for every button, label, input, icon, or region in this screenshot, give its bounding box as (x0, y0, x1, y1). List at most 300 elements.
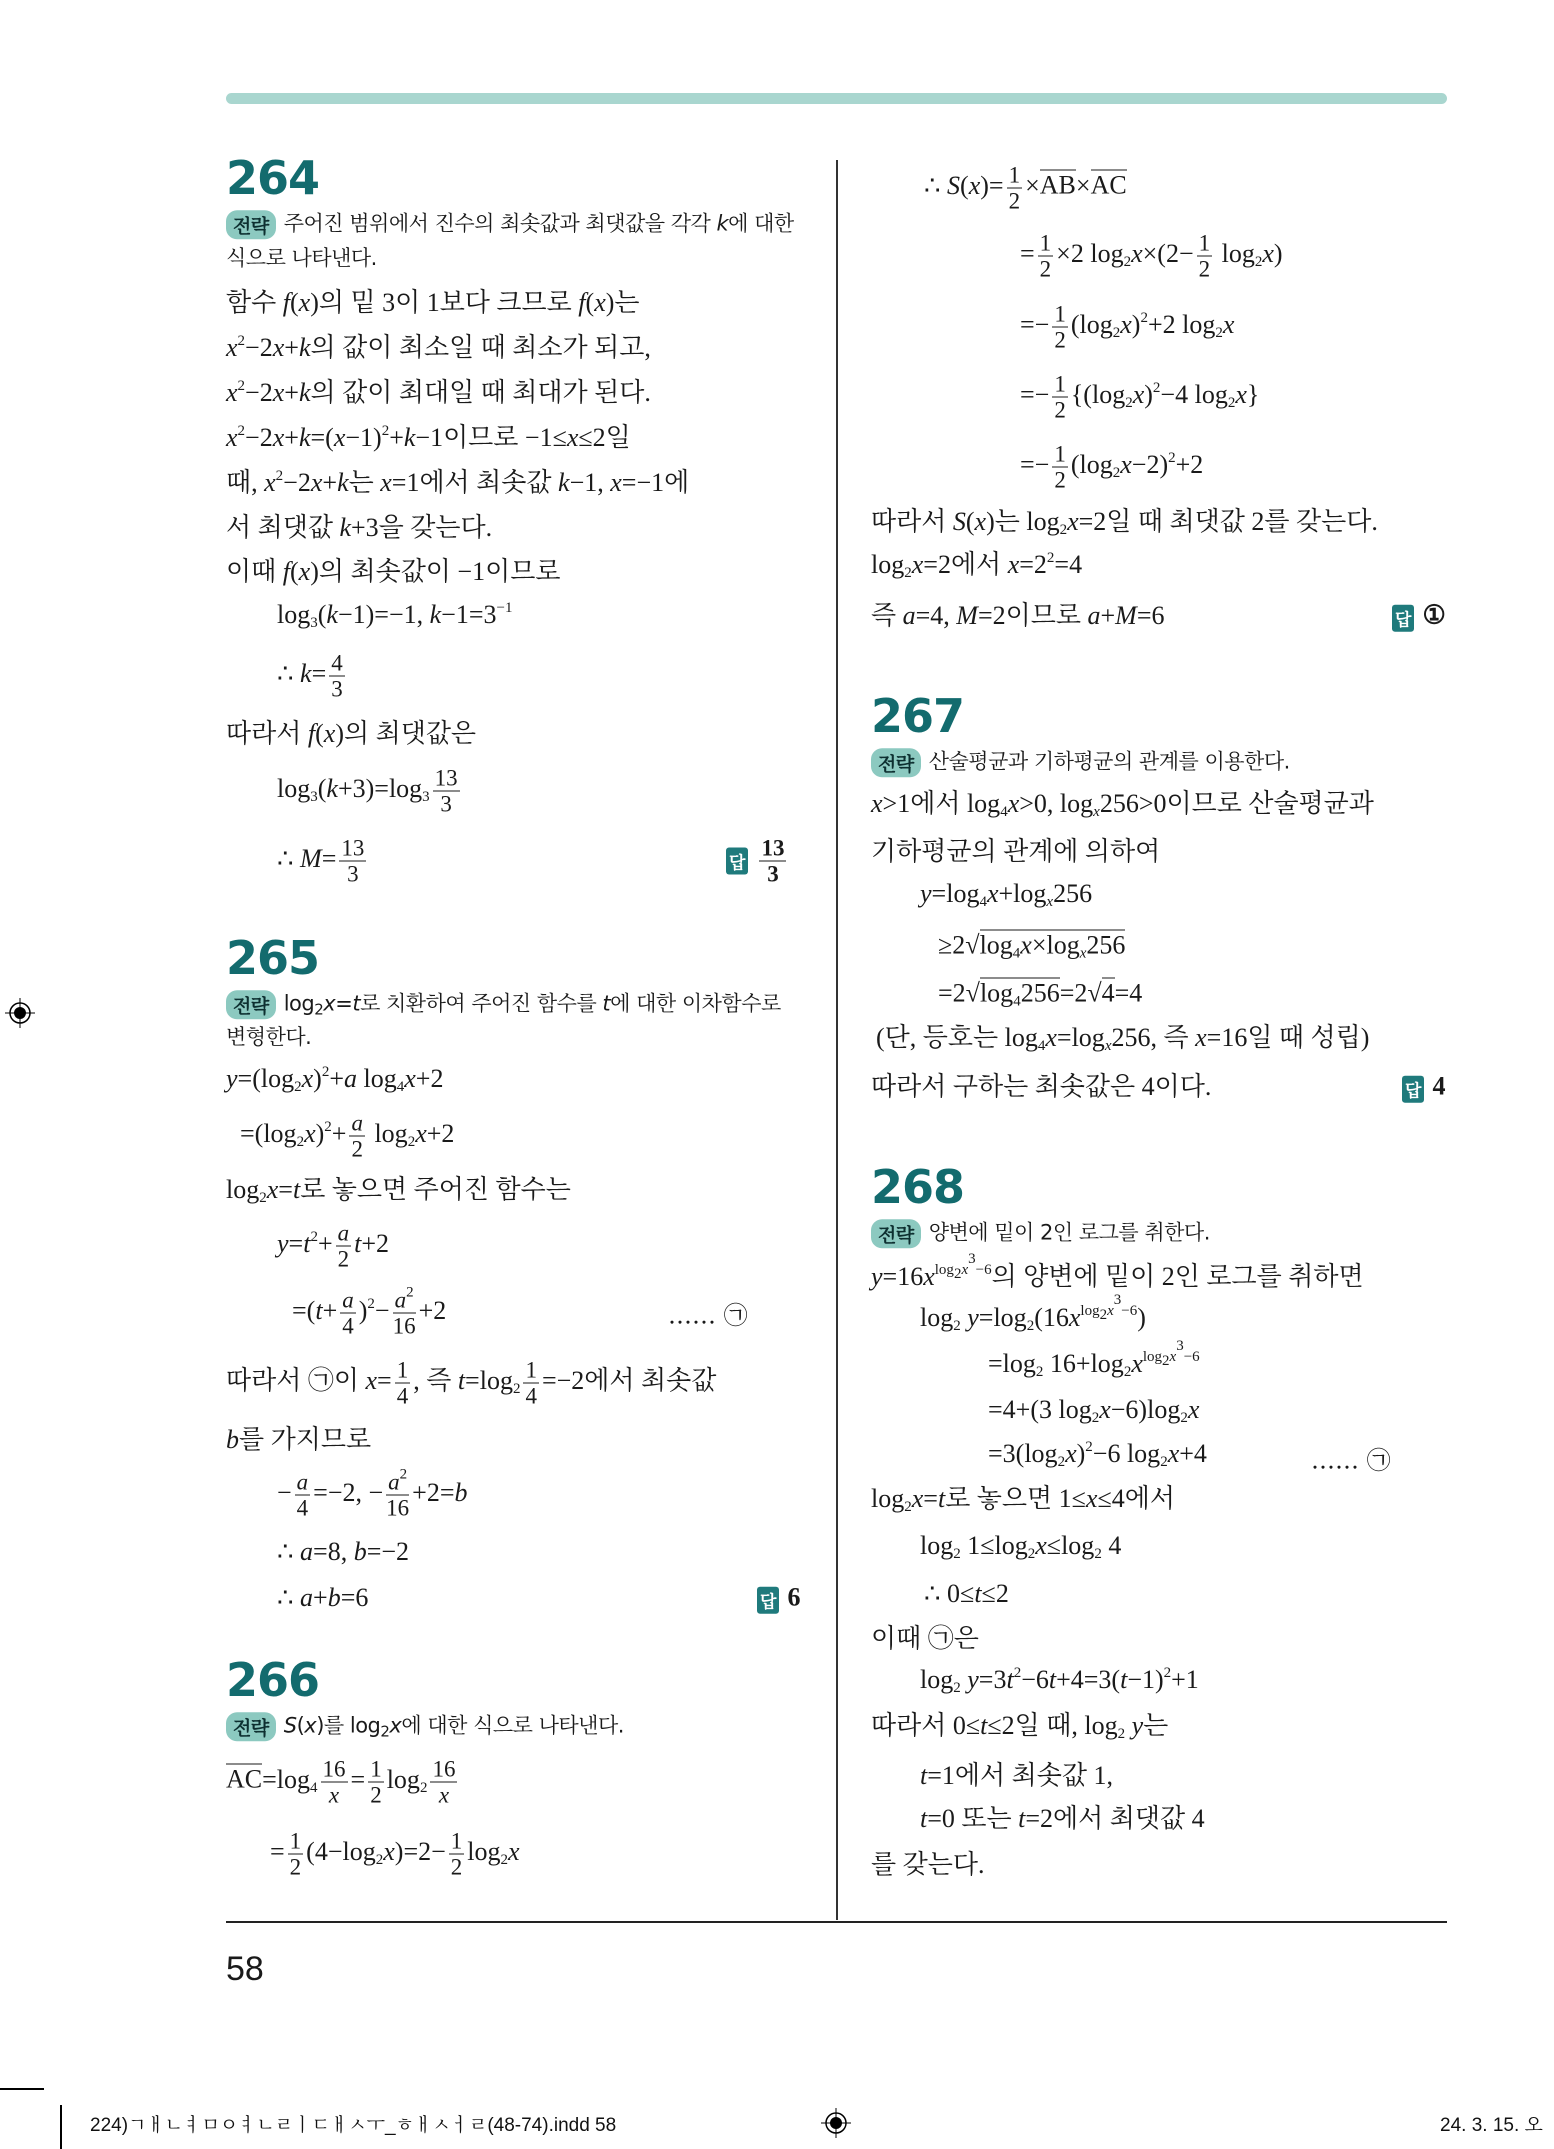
math-variable: k (326, 600, 338, 629)
math-variable: t (315, 1295, 323, 1325)
superscript: 2 (399, 1466, 408, 1483)
math-variable: k (298, 378, 311, 407)
subscript (1093, 804, 1100, 820)
numerator: 16 (322, 1756, 346, 1782)
math-variable: x (1187, 1395, 1200, 1424)
numerator: 1 (450, 1828, 463, 1854)
subscript: 2 (380, 1722, 390, 1741)
numerator: 13 (434, 765, 458, 791)
math-variable: b (353, 1537, 367, 1566)
math-variable: f (307, 719, 316, 748)
solution-line: =− $\frac{1}{2}$ $(\log_2x)^2+2$ $\log_2x$ (1020, 301, 1235, 353)
column-divider (836, 160, 838, 1920)
solution-line: $=2√\log_4256=2√4=4$ (938, 978, 1143, 1010)
fraction (395, 1358, 411, 1409)
solution-line: =(t+ $\frac{a}{4}$ )$^2$− $\frac{a^2}{16}$ +2 (292, 1284, 447, 1339)
math-variable: x (1167, 1439, 1180, 1468)
answer-value: 6 (787, 1582, 801, 1612)
numerator: 1 (1054, 301, 1066, 327)
numerator: 1 (1054, 441, 1066, 467)
math-variable: k (558, 468, 570, 497)
math-variable: t (920, 1804, 928, 1833)
superscript: 2 (310, 1228, 318, 1245)
solution-line: 함수 f(x)의 밑 3이 1보다 크므로 f(x)는 (226, 288, 640, 317)
answer-badge: 답 (757, 1586, 779, 1613)
fraction (329, 651, 345, 702)
subscript: 2 (1057, 1454, 1066, 1470)
solution-line: 서 최댓값 k+3을 갖는다. (226, 513, 493, 542)
solution-line: 따라서 0≤t≤2일 때, $\log_2 y$는 (871, 1711, 1169, 1742)
subscript: 4 (310, 1779, 318, 1796)
fraction (288, 1829, 304, 1880)
strategy-badge: 전략 (871, 1219, 921, 1248)
numerator: 1 (525, 1357, 537, 1383)
subscript: 2 (1059, 522, 1068, 538)
numerator: 1 (1039, 230, 1052, 256)
subscript: 4 (1000, 804, 1008, 820)
math-variable: x (1007, 789, 1020, 818)
math-variable: f (282, 557, 290, 586)
footer-date: 24. 3. 15. 오 (1440, 2115, 1543, 2136)
superscript: 2 (237, 378, 246, 394)
math-variable: x (226, 333, 238, 362)
solution-line: $=(\log_2x)^2+$ $\frac{a}{2}$ $\log_2x+2$ (240, 1110, 455, 1162)
superscript: 3 (1113, 1292, 1122, 1308)
solution-line: =− $\frac{1}{2}$ {$(\log_2x)^2-4$ $\log_2x$} (1020, 371, 1260, 423)
strategy-text: 주어진 범위에서 진수의 최솟값과 최댓값을 각각 k에 대한 (283, 211, 794, 236)
solution-line: $x^2-2x+k$의 값이 최대일 때 최대가 된다. (226, 378, 651, 407)
math-variable: x (1169, 1349, 1177, 1365)
math-variable: t (974, 1579, 982, 1608)
math-variable: y (1131, 1711, 1144, 1740)
strategy-badge: 전략 (226, 1712, 276, 1741)
math-variable: x (389, 1713, 402, 1738)
subscript: 2 (500, 1851, 508, 1868)
math-variable: x (272, 333, 285, 362)
solution-line: 따라서 S(x)는 $\log_2x=2$일 때 최댓값 2를 갖는다. (871, 507, 1378, 538)
subscript: 2 (296, 1133, 305, 1150)
math-variable: k (716, 211, 729, 236)
subscript: 4 (396, 1079, 405, 1095)
fraction (523, 1358, 539, 1409)
denominator: 4 (396, 1383, 409, 1409)
solution-line: 따라서 f(x)의 최댓값은 (226, 719, 477, 748)
math-variable: x (968, 170, 981, 200)
numerator: 1 (1198, 230, 1211, 256)
strategy-badge: 전략 (871, 748, 921, 777)
problem-number: 267 (871, 689, 965, 743)
math-variable: S (947, 170, 961, 200)
strategy-line (871, 745, 1290, 777)
solution-line: $y=\log_4x+\log_x256$ (920, 879, 1093, 910)
math-variable: x (380, 468, 392, 497)
math-variable: y (967, 1665, 979, 1694)
solution-line: − $\frac{a}{4}$ =−2, − $\frac{a^2}{16}$ +2=b (277, 1466, 468, 1521)
math-variable: x (365, 1365, 378, 1395)
math-variable: x (1104, 1038, 1112, 1054)
math-variable: a (342, 1287, 354, 1313)
math-variable: b (454, 1477, 468, 1507)
fraction (430, 1757, 457, 1808)
numerator: 1 (289, 1828, 302, 1854)
answer (1392, 601, 1446, 632)
math-variable: x (304, 1118, 316, 1148)
numerator: 1 (370, 1756, 382, 1782)
strategy-text: 산술평균과 기하평균의 관계를 이용한다. (928, 749, 1290, 774)
subscript: 2 (953, 1318, 961, 1334)
numerator: 1 (1054, 371, 1066, 397)
subscript: 2 (1117, 1726, 1126, 1742)
numerator: 4 (331, 650, 343, 676)
subscript: 2 (512, 1380, 521, 1397)
square-root: $\log_4256$ (979, 978, 1060, 1010)
denominator: 2 (1008, 188, 1021, 214)
math-variable: x (383, 1836, 395, 1866)
answer-value (756, 835, 789, 887)
math-variable: t (1048, 1665, 1057, 1694)
math-variable: x (1195, 1023, 1207, 1052)
strategy-text: $\log_2x=t$로 치환하여 주어진 함수를 t에 대한 이차함수로 (283, 991, 781, 1019)
subscript: 2 (1094, 1546, 1102, 1562)
subscript: 4 (1012, 945, 1021, 962)
subscript: 3 (310, 788, 318, 805)
math-variable: x (266, 1175, 279, 1204)
answer-badge: 답 (726, 848, 748, 875)
math-variable: x (594, 288, 606, 317)
subscript: 2 (953, 1546, 961, 1562)
crop-mark (60, 2105, 62, 2149)
math-variable: x (226, 423, 238, 452)
strategy-badge: 전략 (226, 990, 276, 1019)
equation-marker: …… ㉠ (668, 1301, 748, 1330)
fraction (336, 1221, 352, 1272)
subscript: 4 (1013, 993, 1021, 1010)
strategy-text: 양변에 밑이 2인 로그를 취한다. (928, 1220, 1210, 1245)
solution-line: = $\frac{1}{2}$ $(4-\log_2x)=2-$ $\frac{1}{2}$ $\log_2x$ (270, 1828, 520, 1880)
solution-line: t=1에서 최솟값 1, (920, 1761, 1113, 1790)
denominator: 2 (289, 1854, 302, 1880)
header-bar (226, 93, 1447, 104)
math-variable: x (1120, 449, 1132, 479)
subscript: 2 (1215, 324, 1223, 341)
math-variable: k (300, 658, 312, 688)
math-variable: a (1087, 601, 1101, 630)
subscript: 2 (904, 1499, 912, 1515)
math-variable: x (566, 423, 579, 452)
numerator (393, 1284, 416, 1314)
math-variable: a (902, 601, 916, 630)
numerator: 13 (341, 835, 365, 861)
subscript: 2 (407, 1133, 416, 1150)
superscript: 3 (968, 1251, 976, 1267)
registration-mark-icon (821, 2108, 851, 2138)
math-variable: x (961, 1262, 969, 1278)
denominator: 2 (1039, 256, 1052, 282)
solution-line: 를 갖는다. (871, 1850, 985, 1879)
solution-line: 기하평균의 관계에 의하여 (871, 837, 1161, 866)
math-variable: x (1131, 1349, 1143, 1378)
answer-value: 4 (1432, 1071, 1446, 1101)
math-variable: S (952, 507, 966, 536)
problem-number: 265 (226, 931, 320, 985)
superscript: 2 (237, 333, 246, 349)
solution-line: $AC=\log_4$ $\frac{16}{x}$ = $\frac{1}{2}$ $\log_2$ $\frac{16}{x}$ (226, 1756, 456, 1808)
math-variable: k (298, 333, 311, 362)
solution-line: 따라서 ㉠이 x= $\frac{1}{4}$ , 즉 $t=\log_2$ $\frac{1}{4}$ =−2에서 최솟값 (226, 1357, 717, 1409)
math-variable: y (920, 879, 932, 908)
denominator: 4 (525, 1383, 537, 1409)
denominator (439, 1783, 449, 1808)
math-variable: x (298, 557, 311, 586)
fraction (1052, 442, 1068, 493)
subscript: 2 (1125, 394, 1133, 411)
superscript: 2 (1013, 1665, 1022, 1681)
denominator: 16 (386, 1495, 410, 1521)
math-variable: x (1065, 1439, 1077, 1468)
math-variable: x (1085, 1484, 1098, 1513)
answer (1402, 1072, 1445, 1103)
superscript: 2 (367, 1295, 375, 1312)
math-variable: k (326, 773, 338, 803)
solution-line: $\log_2x=t$로 놓으면 1≤x≤4에서 (871, 1484, 1175, 1515)
denominator: 3 (767, 861, 779, 887)
solution-line: $\log_2 1\le\log_2x\le\log_2$ 4 (920, 1531, 1122, 1562)
subscript: 2 (1123, 253, 1132, 270)
bottom-rule (226, 1921, 1447, 1923)
subscript: 2 (1026, 1318, 1035, 1334)
overline-segment: AC (226, 1764, 263, 1794)
numerator: 13 (761, 835, 785, 861)
math-variable: x (323, 991, 336, 1016)
denominator: 3 (347, 861, 359, 887)
solution-line: $\log_2x=t$로 놓으면 주어진 함수는 (226, 1175, 571, 1206)
math-variable: t (1018, 1804, 1026, 1833)
superscript: 2 (1046, 550, 1055, 566)
fraction (1038, 231, 1054, 282)
numerator (295, 1470, 311, 1496)
subscript: 2 (1112, 324, 1121, 341)
subscript: 2 (904, 565, 912, 581)
subscript (1080, 946, 1087, 962)
subscript (1105, 1038, 1112, 1054)
superscript: 2 (237, 423, 246, 439)
square-root: 4 (1101, 978, 1115, 1008)
numerator: 1 (1008, 162, 1021, 188)
math-variable: x (1235, 379, 1247, 409)
fraction (321, 1757, 348, 1808)
math-variable: y (226, 1064, 238, 1093)
strategy-line (226, 207, 794, 239)
math-variable: x (1079, 945, 1087, 962)
math-variable: a (351, 1110, 363, 1136)
solution-line: b를 가지므로 (226, 1425, 372, 1454)
denominator: 4 (296, 1495, 309, 1521)
denominator (329, 1783, 339, 1808)
numerator (336, 1221, 352, 1247)
math-variable: x (508, 1836, 520, 1866)
math-variable: a (344, 1064, 357, 1093)
math-variable: a (394, 1287, 407, 1313)
fraction (340, 1288, 356, 1339)
superscript: 2 (1168, 449, 1176, 466)
fraction (1052, 302, 1068, 353)
math-variable: x (871, 789, 883, 818)
math-variable: x (1093, 804, 1100, 820)
subscript: 2 (1162, 1353, 1170, 1369)
math-variable: M (956, 601, 978, 630)
solution-line: $y=16x^{log_2x^3-6}$의 양변에 밑이 2인 로그를 취하면 (871, 1251, 1364, 1291)
solution-line: $\log_2 y=3t^2-6t+4=3(t-1)^2+1$ (920, 1665, 1199, 1696)
denominator: 3 (440, 791, 452, 817)
solution-line: 이때 ㉠은 (871, 1624, 979, 1653)
superscript: 2 (275, 468, 284, 484)
answer-badge: 답 (1402, 1075, 1424, 1102)
solution-line: t=0 또는 t=2에서 최댓값 4 (920, 1804, 1205, 1833)
math-variable: x (310, 468, 323, 497)
denominator: 2 (370, 1782, 382, 1808)
fraction (1007, 163, 1023, 214)
numerator (349, 1111, 365, 1137)
solution-line: ∴ k= $\frac{4}{3}$ (277, 650, 343, 702)
math-variable: x (1046, 894, 1054, 910)
solution-line: $x^2-2x+k=(x-1)^2+k-1$이므로 −1≤x≤2일 (226, 423, 631, 452)
solution-line: =4+(3 $\log_2x-6)\log_2x$ (988, 1395, 1200, 1426)
superscript: 2 (1152, 379, 1161, 396)
problem-number: 266 (226, 1653, 320, 1707)
problem-number: 268 (871, 1160, 965, 1214)
fraction (449, 1829, 465, 1880)
math-variable: t (292, 1175, 301, 1204)
math-variable: x (1035, 1531, 1047, 1560)
superscript: 2 (321, 1064, 330, 1080)
math-variable: k (403, 423, 416, 452)
math-variable: t (602, 991, 611, 1016)
answer (757, 1583, 800, 1614)
math-variable: t (303, 1228, 311, 1258)
math-variable: x (1099, 1395, 1111, 1424)
fraction (392, 1284, 416, 1339)
superscript: 2 (1163, 1665, 1172, 1681)
subscript: 4 (979, 894, 987, 910)
math-variable: b (327, 1583, 341, 1612)
solution-line: ∴ a+b=6 (277, 1583, 369, 1612)
denominator: 2 (351, 1136, 363, 1162)
square-root: $\log_4x\times\log_x256$ (979, 930, 1126, 962)
subscript: 3 (422, 788, 430, 805)
math-variable: x (272, 423, 285, 452)
footer-filename: 224)ㄱㅐㄴㅕㅁㅇㅕㄴㄹㅣㄷㅐㅅㅜ_ㅎㅐㅅㅓㄹ(48-74).indd 58 (90, 2115, 617, 2136)
math-variable: x (974, 507, 987, 536)
subscript: 2 (259, 1190, 267, 1206)
solution-line: 때, $x^2-2x+k$는 x=1에서 최솟값 k−1, x=−1에 (226, 468, 690, 497)
superscript: −1 (496, 600, 513, 616)
subscript: 2 (1099, 1307, 1108, 1323)
fraction (368, 1757, 384, 1808)
math-variable: x (1132, 379, 1145, 409)
solution-line: ∴ a=8, b=−2 (277, 1537, 410, 1566)
subscript: 2 (1091, 1410, 1100, 1426)
subscript: 2 (294, 1079, 302, 1095)
strategy-text: 변형한다. (226, 1025, 312, 1049)
subscript: 2 (375, 1851, 384, 1868)
answer-badge: 답 (1392, 604, 1414, 631)
strategy-text: S(x)를 $\log_2x$에 대한 식으로 나타낸다. (283, 1713, 624, 1741)
subscript: 2 (953, 1680, 961, 1696)
superscript: 2 (1140, 309, 1148, 326)
math-variable: k (298, 423, 311, 452)
math-variable: t (1120, 1665, 1128, 1694)
math-variable: x (986, 879, 999, 908)
math-variable: b (226, 1425, 239, 1454)
subscript: 2 (1227, 394, 1236, 411)
answer (726, 836, 789, 887)
math-variable: x (911, 1484, 924, 1513)
solution-line: $=3(\log_2x)^2-6$ $\log_2x+4$ (988, 1439, 1207, 1470)
solution-line: $\log_2x=2$에서 $x=2^2=4$ (871, 550, 1083, 581)
strategy-line (226, 1709, 624, 1741)
denominator: 2 (1198, 256, 1211, 282)
math-variable: a (300, 1583, 314, 1612)
subscript: 2 (1027, 1546, 1036, 1562)
denominator: 2 (1054, 397, 1066, 423)
math-variable: x (1068, 1303, 1081, 1332)
solution-line: x>1에서 $\log_4x>0$, $\log_x256>0$이므로 산술평균과 (871, 789, 1374, 820)
math-variable: k (337, 468, 349, 497)
math-variable: M (1115, 601, 1137, 630)
solution-line: 따라서 구하는 최솟값은 4이다. (871, 1072, 1212, 1101)
math-variable: x (404, 1064, 416, 1093)
registration-mark-icon (5, 998, 35, 1028)
strategy-line (871, 1216, 1210, 1248)
strategy-line (226, 987, 781, 1019)
math-variable: t (354, 1228, 362, 1258)
math-variable: S (283, 1713, 297, 1738)
numerator (386, 1466, 409, 1496)
solution-line: ∴ 0≤t≤2 (924, 1579, 1009, 1608)
math-variable: x (1107, 1303, 1114, 1319)
numerator: 1 (396, 1357, 409, 1383)
superscript: 2 (1085, 1439, 1093, 1455)
solution-line: (단, 등호는 $\log_4x=\log_x256$, 즉 x=16일 때 성립) (876, 1023, 1370, 1054)
math-variable: f (578, 288, 586, 317)
subscript: 2 (953, 1266, 962, 1282)
math-variable: x (1120, 309, 1132, 339)
strategy-badge: 전략 (226, 210, 276, 239)
subscript: 2 (1180, 1410, 1188, 1426)
math-variable: k (339, 513, 352, 542)
fraction (295, 1470, 311, 1521)
solution-line: =− $\frac{1}{2}$ $(\log_2x-2)^2+2$ (1020, 441, 1204, 493)
math-variable: a (296, 1469, 309, 1495)
problem-number: 264 (226, 151, 320, 205)
answer-value: ① (1422, 600, 1446, 630)
subscript: 2 (1160, 1454, 1168, 1470)
superscript: log2x3−6 (934, 1251, 992, 1282)
solution-line: $\ge 2√\log_4x\times\log_x256$ (938, 930, 1126, 962)
subscript (1046, 894, 1053, 910)
math-variable: a (300, 1537, 314, 1566)
subscript: 2 (1254, 253, 1263, 270)
numerator: 16 (432, 1756, 456, 1782)
math-variable: a (388, 1469, 400, 1495)
math-variable: x (298, 288, 311, 317)
math-variable: y (967, 1303, 979, 1332)
subscript: 4 (1037, 1038, 1046, 1054)
denominator: 2 (450, 1854, 463, 1880)
denominator: 3 (331, 676, 343, 702)
math-variable: x (1067, 507, 1079, 536)
superscript: 2 (406, 1284, 414, 1301)
